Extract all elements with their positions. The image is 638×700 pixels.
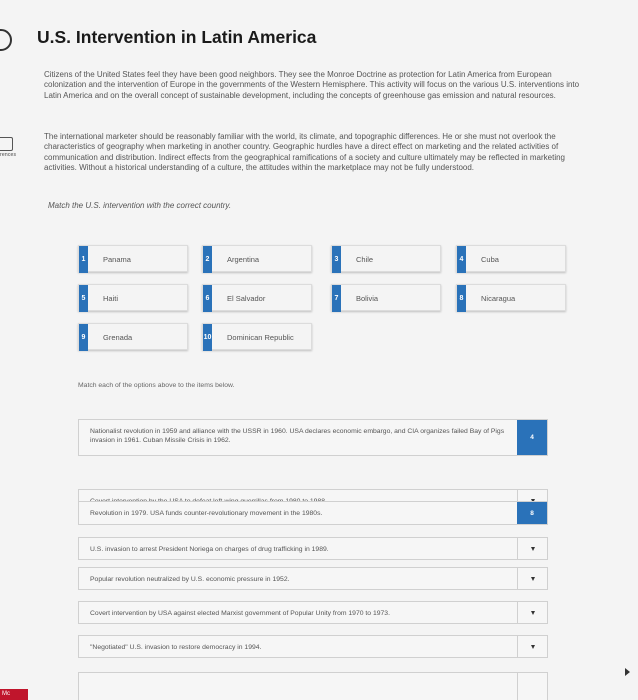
option-label: Cuba xyxy=(481,255,499,264)
option-number-badge: 10 xyxy=(203,324,212,351)
option-label: Nicaragua xyxy=(481,294,516,303)
match-item-text: Nationalist revolution in 1959 and alliance with the USSR in 1960. USA declares economic embargo, and CIA organizes failed Bay of Pigs invasion in 1961. Cuban Missile Crisis in 1962. xyxy=(90,428,505,444)
match-item-text: "Negotiated" U.S. invasion to restore democracy in 1994. xyxy=(90,644,262,651)
option-number-badge: 1 xyxy=(79,246,88,273)
answer-dropdown[interactable] xyxy=(517,673,547,700)
option-card[interactable] xyxy=(78,284,188,311)
match-item xyxy=(78,601,548,624)
instruction-text: Match the U.S. intervention with the correct country. xyxy=(48,201,232,210)
option-card[interactable] xyxy=(331,245,441,272)
option-number-badge: 9 xyxy=(79,324,88,351)
match-item xyxy=(78,635,548,658)
option-label: Panama xyxy=(103,255,131,264)
option-label: Bolivia xyxy=(356,294,379,303)
option-card[interactable] xyxy=(456,284,566,311)
back-circle-icon[interactable] xyxy=(0,29,12,51)
match-item-text: Revolution in 1979. USA funds counter-revolutionary movement in the 1980s. xyxy=(90,510,323,517)
option-number-badge: 3 xyxy=(332,246,341,273)
caret-down-icon xyxy=(531,577,535,581)
answer-dropdown[interactable] xyxy=(517,538,547,559)
option-card[interactable] xyxy=(78,323,188,350)
option-label: Grenada xyxy=(103,333,133,342)
option-label: Argentina xyxy=(227,255,260,264)
option-card[interactable] xyxy=(78,245,188,272)
answer-dropdown[interactable] xyxy=(517,636,547,657)
answer-dropdown[interactable] xyxy=(517,568,547,589)
answer-value: 4 xyxy=(530,434,534,441)
option-number-badge: 4 xyxy=(457,246,466,273)
option-card[interactable] xyxy=(202,245,312,272)
match-item-text: Covert intervention by USA against elected Marxist government of Popular Unity from 1970 to 1973. xyxy=(90,610,390,617)
option-card[interactable] xyxy=(202,284,312,311)
scroll-right-icon[interactable] xyxy=(625,668,630,676)
option-card[interactable] xyxy=(456,245,566,272)
marketer-paragraph: The international marketer should be reasonably familiar with the world, its climate, and topographic differences. He or she must not overlook the characteristics of geography when marketing in another country. Geographic hurdles have a direct effect on marketing and the related activities of communication and distribution. Indirect effects from the geographical ramifications of a society and culture ultimately may be reflected in marketing activities. Without a historical understanding of a culture, the attitudes within the marketplace may not be fully understood. xyxy=(44,132,565,173)
mcgraw-hill-logo: Mc xyxy=(0,689,28,700)
match-item-text: Popular revolution neutralized by U.S. economic pressure in 1952. xyxy=(90,576,290,583)
answer-dropdown[interactable] xyxy=(517,420,547,455)
left-rail xyxy=(0,0,28,700)
option-label: El Salvador xyxy=(227,294,266,303)
option-card[interactable] xyxy=(331,284,441,311)
caret-down-icon xyxy=(531,645,535,649)
answer-value: 8 xyxy=(530,509,534,517)
references-label: rences xyxy=(0,152,17,158)
option-number-badge: 7 xyxy=(332,285,341,312)
match-instruction: Match each of the options above to the items below. xyxy=(78,382,235,389)
match-item xyxy=(78,567,548,590)
caret-down-icon xyxy=(531,611,535,615)
option-label: Dominican Republic xyxy=(227,333,294,342)
answer-dropdown[interactable] xyxy=(517,502,547,524)
option-card[interactable] xyxy=(202,323,312,350)
option-number-badge: 6 xyxy=(203,285,212,312)
option-number-badge: 8 xyxy=(457,285,466,312)
references-icon[interactable] xyxy=(0,137,13,151)
page-title: U.S. Intervention in Latin America xyxy=(37,27,317,47)
match-item xyxy=(78,419,548,456)
caret-down-icon xyxy=(531,547,535,551)
match-item xyxy=(78,537,548,560)
option-number-badge: 5 xyxy=(79,285,88,312)
option-label: Chile xyxy=(356,255,374,264)
match-item-text: U.S. invasion to arrest President Noriega on charges of drug trafficking in 1989. xyxy=(90,546,329,553)
answer-dropdown[interactable] xyxy=(517,602,547,623)
match-item xyxy=(78,501,548,525)
option-number-badge: 2 xyxy=(203,246,212,273)
intro-paragraph: Citizens of the United States feel they have been good neighbors. They see the Monroe Doctrine as protection for Latin America from European colonization and the intervention of Europe in the governments of the Western Hemisphere. This activity will focus on the various U.S. interventions into Latin America and on the overall concept of sustainable development, including the concepts of greenhouse gas emission and natural resources. xyxy=(44,70,580,100)
match-item-partial xyxy=(78,672,548,700)
option-label: Haiti xyxy=(103,294,119,303)
